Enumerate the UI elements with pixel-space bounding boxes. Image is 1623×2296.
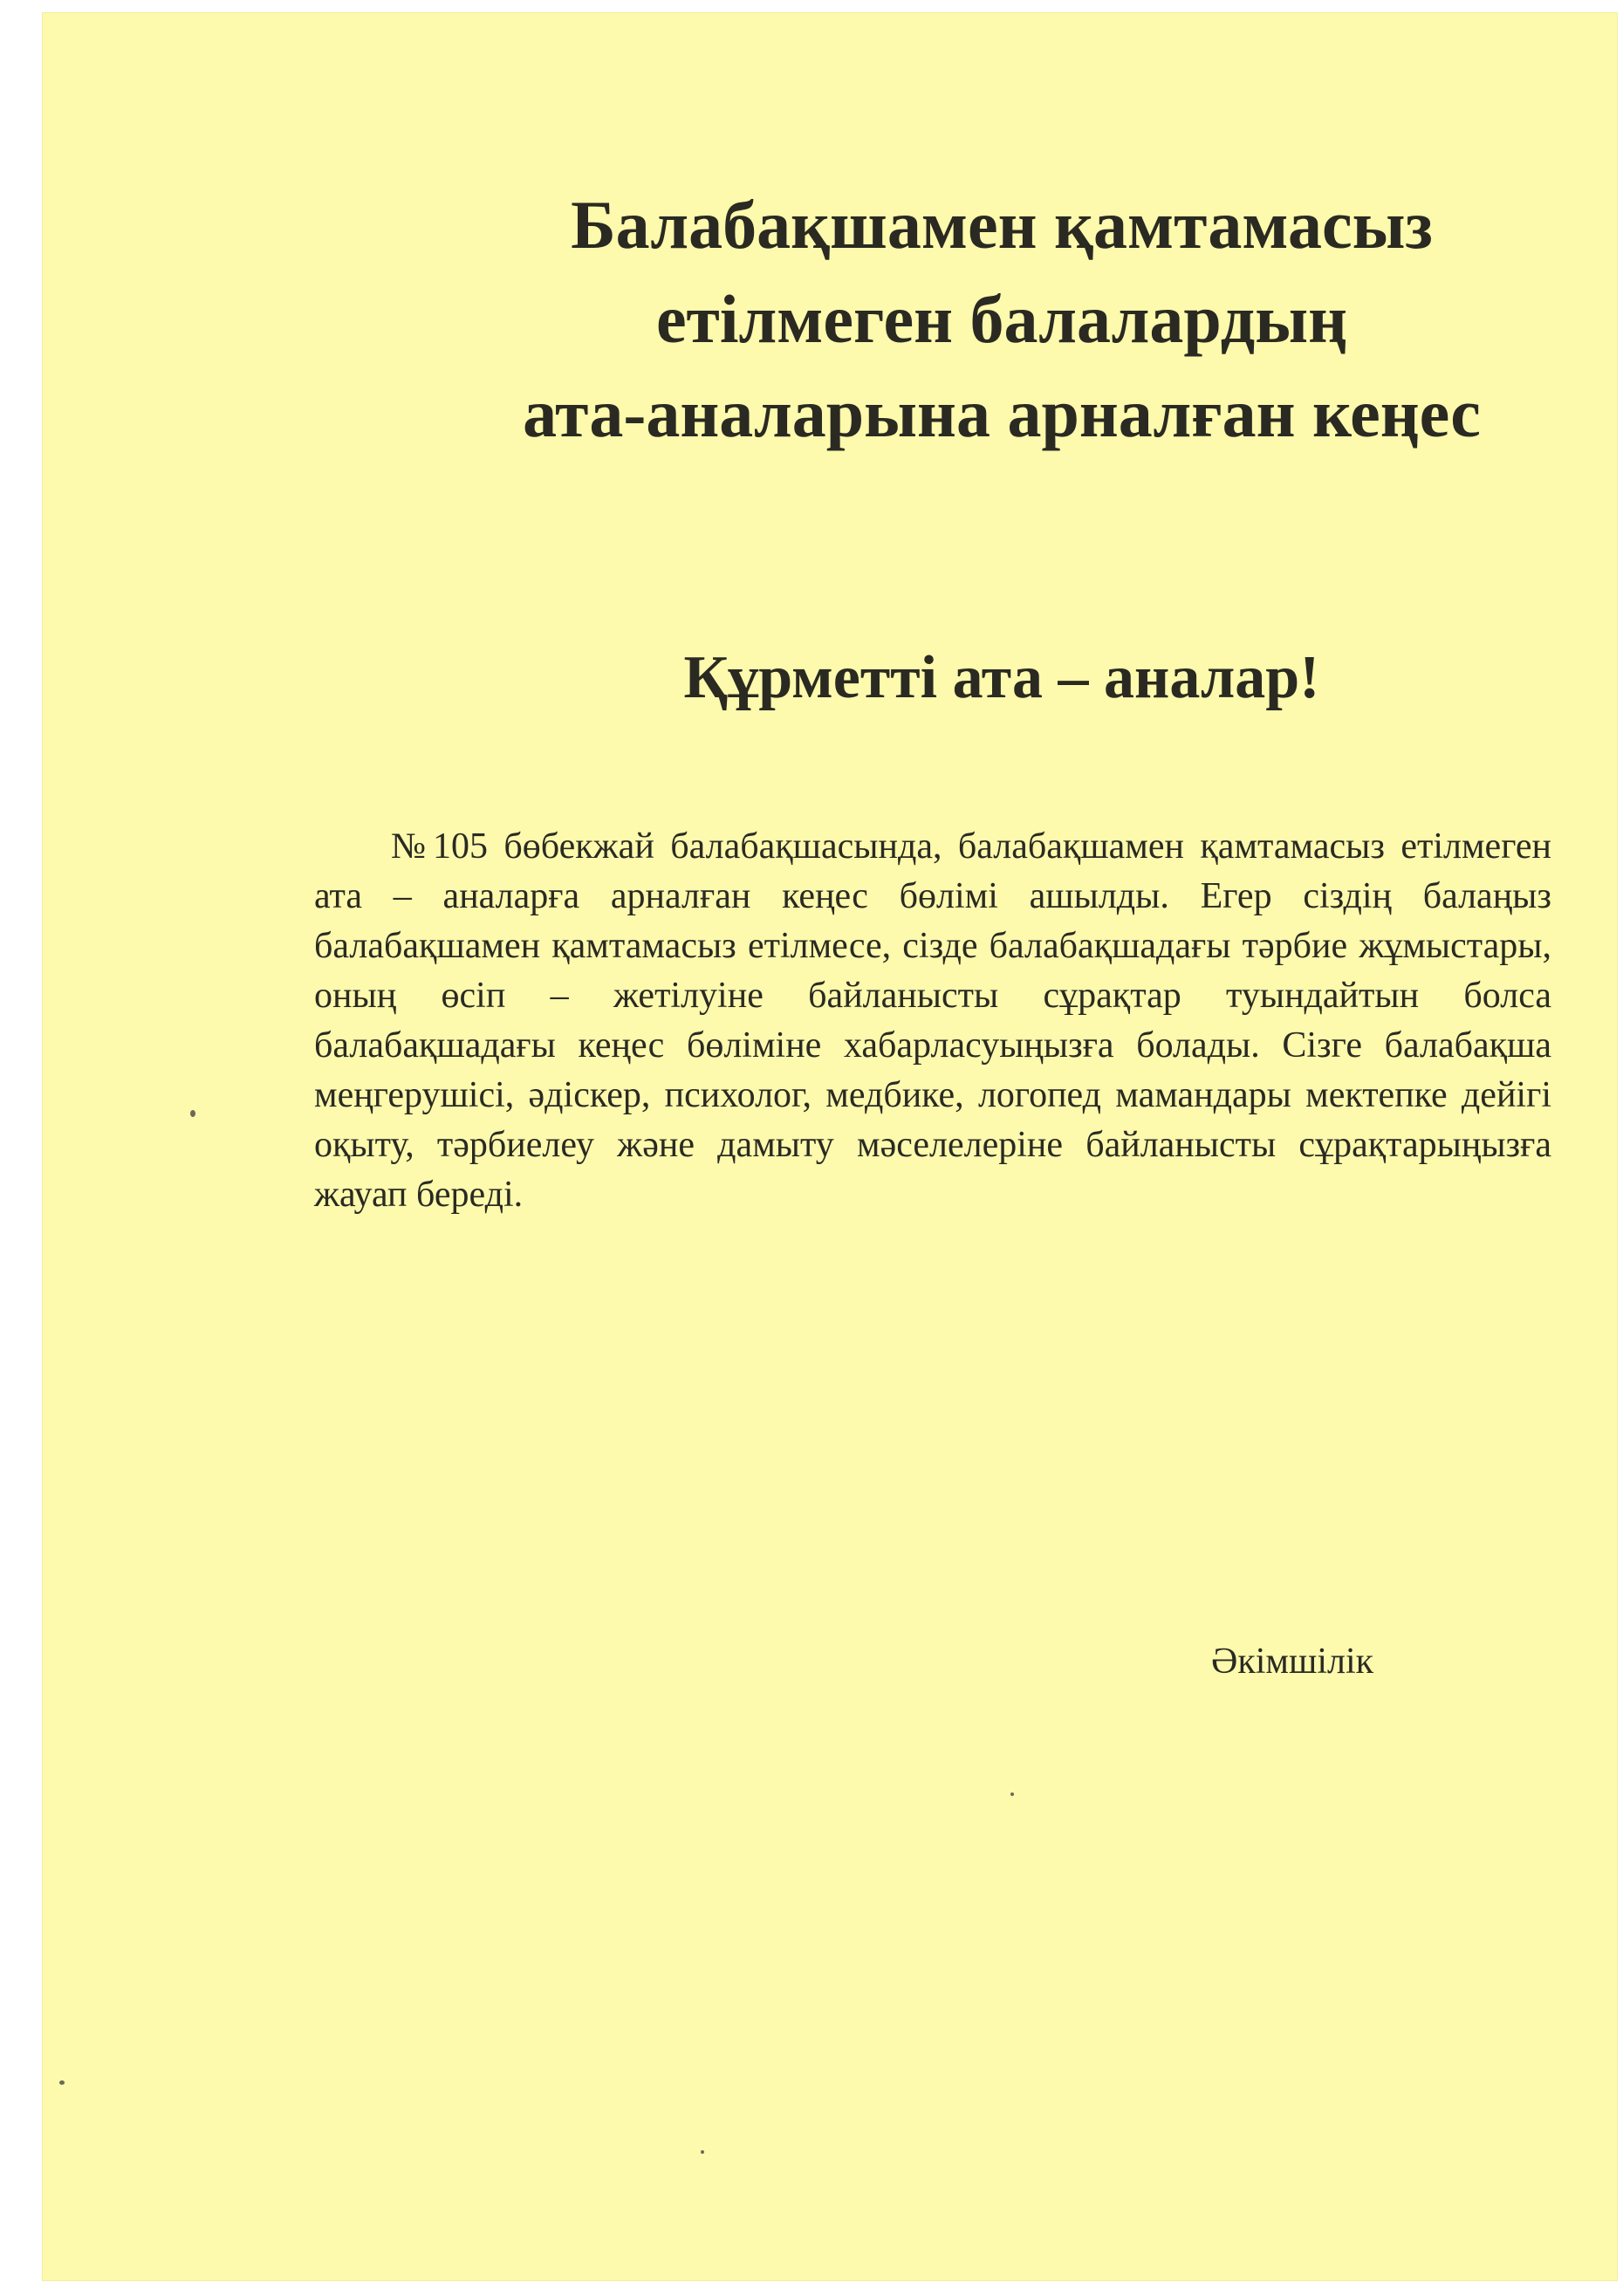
document-title: [373, 178, 1623, 461]
title-line-2: етілмеген балалардың: [655, 281, 1348, 357]
greeting-heading: Құрметті ата – аналар!: [683, 644, 1320, 711]
scan-speck: [190, 1110, 195, 1117]
scan-speck: [1010, 1792, 1014, 1796]
document-page: [42, 12, 1618, 2281]
scan-speck: [59, 2080, 65, 2085]
title-line-1: Балабақшамен қамтамасыз: [571, 187, 1433, 263]
signature: Әкімшілік: [1211, 1641, 1374, 1682]
scan-speck: [701, 2150, 704, 2154]
title-line-3: ата-аналарына арналған кеңес: [523, 375, 1481, 451]
body-paragraph: №105 бөбекжай балабақшасында, балабақшамен қамтамасыз етілмеген ата – аналарға арналған кеңес бөлімі ашылды. Егер сіздің балаңыз балабақшамен қамтамасыз етілмесе, сізде балабақшадағы тәрбие жұмыстары, оның өсіп – жетілуіне байланысты сұрақтар туындайтын болса балабақшадағы кеңес бөліміне хабарласуыңызға болады. Сізге балабақша меңгерушісі, әдіскер, психолог, медбике, логопед мамандары мектепке дейігі оқыту, тәрбиелеу және дамыту мәселелеріне байланысты сұрақтарыңызға жауап береді.: [314, 826, 1551, 1215]
